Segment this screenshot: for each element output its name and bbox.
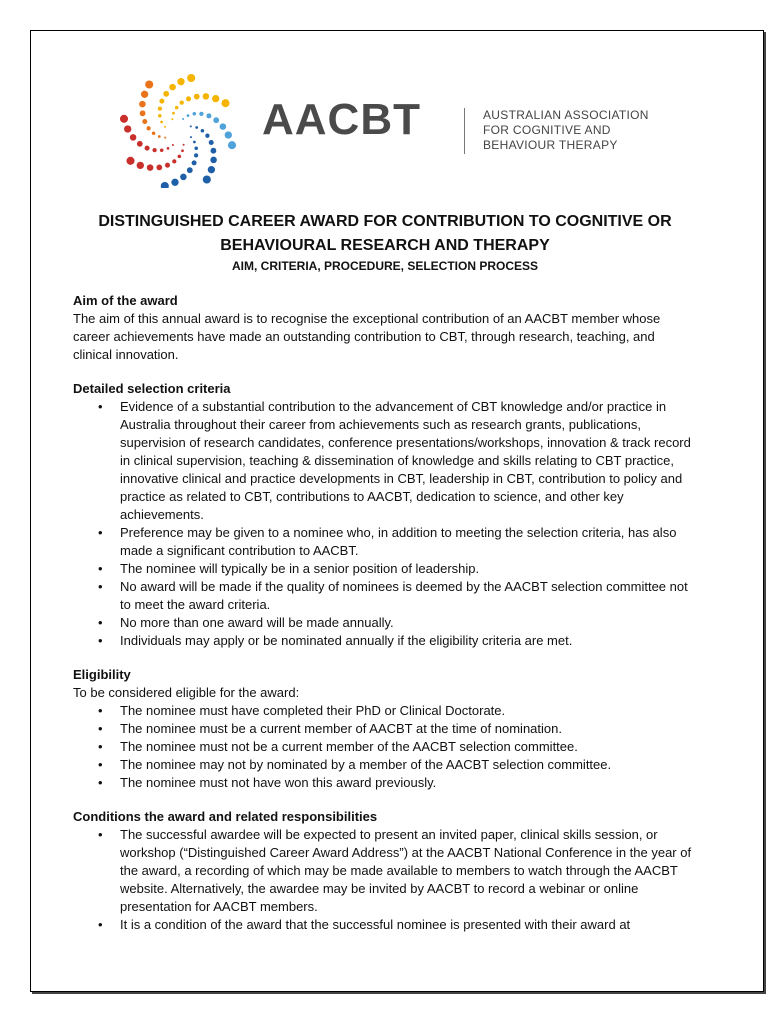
logo-dot xyxy=(120,115,128,123)
criteria-section xyxy=(73,380,693,650)
list-item: • The nominee may not by nominated by a member of the AACBT selection committee. xyxy=(120,756,693,774)
aim-section xyxy=(73,292,693,364)
logo-dot xyxy=(145,80,153,88)
logo-dot xyxy=(137,141,143,147)
logo-dot xyxy=(171,118,173,120)
logo-dot xyxy=(194,147,198,151)
list-item: • No award will be made if the quality of nominees is deemed by the AACBT selection committee not to meet the award criteria. xyxy=(120,578,693,614)
logo-dot xyxy=(124,125,131,132)
logo-dot xyxy=(178,155,182,159)
logo-dot xyxy=(201,129,205,133)
logo-dot xyxy=(203,93,210,100)
logo-dot xyxy=(142,119,147,124)
logo-dot xyxy=(137,162,144,169)
logo-dot xyxy=(193,112,197,116)
logo-dot xyxy=(146,126,150,130)
logo-dot xyxy=(180,174,187,181)
logo-dot xyxy=(167,147,170,150)
logo-dot xyxy=(190,136,192,138)
logo-dot xyxy=(169,84,176,91)
logo-dot xyxy=(192,160,197,165)
logo-dot xyxy=(183,144,185,146)
logo-dot xyxy=(158,106,162,110)
list-item: • Individuals may apply or be nominated annually if the eligibility criteria are met. xyxy=(120,632,693,650)
document-title-line-2: BEHAVIOURAL RESEARCH AND THERAPY xyxy=(220,237,550,254)
conditions-heading: Conditions the award and related responsibilities xyxy=(73,809,378,824)
logo-dot xyxy=(164,126,166,128)
logo-dot xyxy=(205,134,209,138)
logo-wordmark: AACBT xyxy=(262,95,421,144)
logo-dot xyxy=(145,146,150,151)
logo-dot xyxy=(141,91,148,98)
document-body xyxy=(73,292,693,950)
list-item: • The nominee must not have won this award previously. xyxy=(120,774,693,792)
logo-dot xyxy=(172,159,176,163)
logo-dot xyxy=(126,157,134,165)
aim-text: The aim of this annual award is to recognise the exceptional contribution of an AACBT member whose career achievements have made an outstanding contribution to CBT, through research, teaching, and clinical innovation. xyxy=(73,311,661,362)
logo-dot xyxy=(152,148,156,152)
logo-dot xyxy=(160,148,164,152)
aim-heading: Aim of the award xyxy=(73,293,178,308)
logo-dot xyxy=(220,123,227,130)
logo-dot xyxy=(182,118,184,120)
logo-dot xyxy=(175,106,179,110)
logo-dot xyxy=(160,121,163,124)
logo-dot xyxy=(181,149,184,152)
logo-dot xyxy=(187,74,195,82)
conditions-list xyxy=(73,826,693,934)
logo-dot xyxy=(172,144,174,146)
logo-dot xyxy=(158,114,162,118)
logo-divider xyxy=(464,108,465,154)
eligibility-list xyxy=(73,702,693,792)
logo-subtitle-line: BEHAVIOUR THERAPY xyxy=(483,138,618,152)
logo-dot xyxy=(159,99,164,104)
logo-dot xyxy=(164,137,166,139)
logo-subtitle-line: FOR COGNITIVE AND xyxy=(483,123,611,137)
list-item: • The nominee must be a current member of AACBT at the time of nomination. xyxy=(120,720,693,738)
logo-dot xyxy=(152,132,156,136)
eligibility-intro: To be considered eligible for the award: xyxy=(73,685,300,700)
logo-dot xyxy=(199,112,203,116)
logo-dot xyxy=(213,117,219,123)
logo-dot xyxy=(210,157,217,164)
logo-dot xyxy=(171,179,178,186)
logo-dot xyxy=(147,164,154,171)
logo-dot xyxy=(190,125,192,127)
logo-dot xyxy=(139,101,146,108)
logo-dot xyxy=(195,126,198,129)
logo-dot xyxy=(165,163,170,168)
list-item: • No more than one award will be made annually. xyxy=(120,614,693,632)
logo-dot xyxy=(221,99,229,107)
list-item: • Preference may be given to a nominee who, in addition to meeting the selection criteria, has also made a significant contribution to AACBT. xyxy=(120,524,693,560)
logo-dot xyxy=(209,140,214,145)
logo-dot xyxy=(177,78,184,85)
logo-dot xyxy=(206,113,211,118)
logo-dot xyxy=(193,141,196,144)
logo-dot xyxy=(194,153,198,157)
logo-dot xyxy=(163,91,169,97)
list-item: • The nominee must have completed their PhD or Clinical Doctorate. xyxy=(120,702,693,720)
list-item: • The successful awardee will be expected to present an invited paper, clinical skills session, or workshop (“Distinguished Career Award Address”) at the AACBT National Conference in the year of the award, a recording of which may be made available to members to watch through the AACBT website. Alternatively, the awardee may be invited by AACBT to record a webinar or online presentation for AACBT members. xyxy=(120,826,693,916)
logo-dot xyxy=(156,165,162,171)
conditions-section xyxy=(73,808,693,934)
logo-dot xyxy=(130,134,137,141)
eligibility-section xyxy=(73,666,693,792)
logo-dot xyxy=(158,135,161,138)
logo-dot xyxy=(228,141,236,149)
document-title-line-1: DISTINGUISHED CAREER AWARD FOR CONTRIBUTION TO COGNITIVE OR xyxy=(98,213,672,230)
list-item: • Evidence of a substantial contribution to the advancement of CBT knowledge and/or practice in Australia throughout their career from achievements such as research grants, publications, supervision of research candidates, conference presentations/workshops, innovation & track record in clinical supervision, teaching & dissemination of knowledge and skills relating to CBT practice, innovative clinical and practice developments in CBT, leadership in CBT, contribution to policy and practice as related to CBT, contributions to AACBT, dedication to science, and other key achievements. xyxy=(120,398,693,524)
list-item: • The nominee will typically be in a senior position of leadership. xyxy=(120,560,693,578)
logo-dot xyxy=(172,112,175,115)
list-item: • The nominee must not be a current member of the AACBT selection committee. xyxy=(120,738,693,756)
logo-dot xyxy=(212,95,219,102)
aacbt-logo xyxy=(110,70,670,190)
document-subtitle: AIM, CRITERIA, PROCEDURE, SELECTION PROCESS xyxy=(231,259,539,273)
logo-dot xyxy=(187,114,190,117)
list-item: • It is a condition of the award that the successful nominee is presented with their award at xyxy=(120,916,693,934)
logo-dot xyxy=(186,96,191,101)
logo-dot xyxy=(194,94,200,100)
logo-dot xyxy=(140,110,146,116)
criteria-list xyxy=(73,398,693,650)
logo-dot xyxy=(225,131,232,138)
logo-subtitle-line: AUSTRALIAN ASSOCIATION xyxy=(483,108,649,122)
logo-dot xyxy=(211,148,217,154)
logo-dot xyxy=(203,175,211,183)
logo-dot xyxy=(161,182,169,188)
logo-dot xyxy=(180,100,184,104)
logo-dot xyxy=(208,166,215,173)
criteria-heading: Detailed selection criteria xyxy=(73,381,231,396)
eligibility-heading: Eligibility xyxy=(73,667,131,682)
logo-dot xyxy=(187,167,193,173)
logo-subtitle xyxy=(483,108,649,153)
logo-dot-swirl-icon xyxy=(110,70,240,188)
